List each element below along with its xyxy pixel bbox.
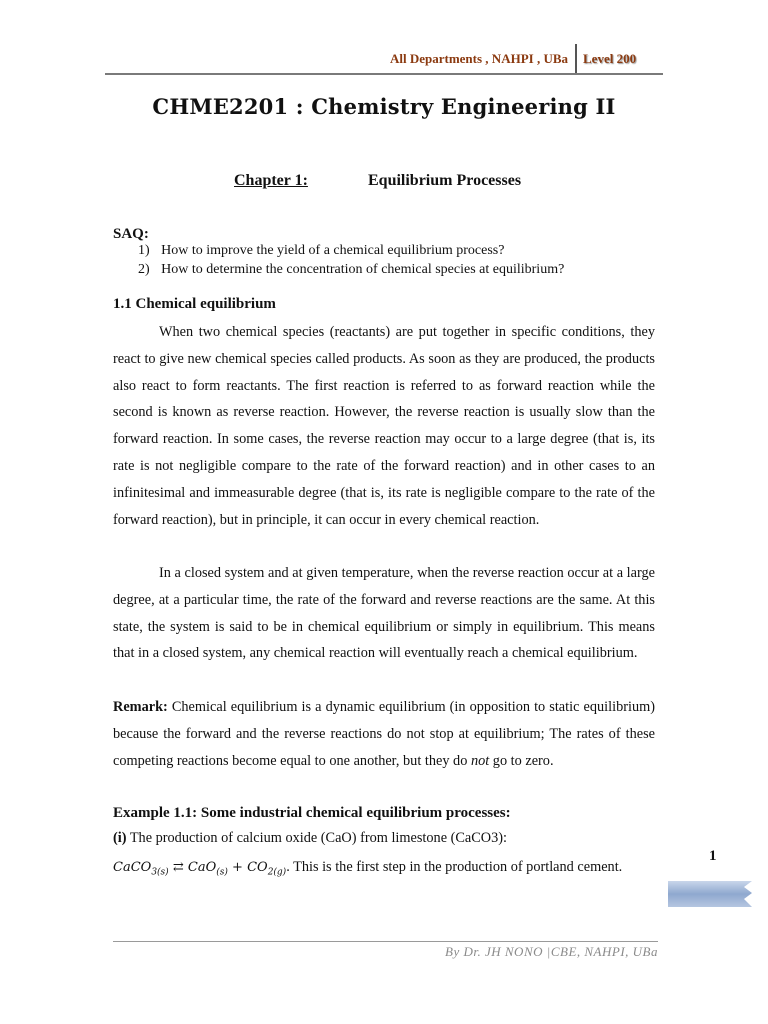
saq-item-number: 1) [138, 243, 150, 258]
header-separator [575, 44, 577, 74]
course-title: CHME2201 : Chemistry Engineering II [152, 94, 616, 119]
header-level: Level 200 [583, 51, 637, 66]
chapter-name: Equilibrium Processes [368, 172, 522, 189]
page-number: 1 [709, 848, 717, 864]
saq-label: SAQ: [113, 226, 149, 242]
paragraph: When two chemical species (reactants) are put together in specific conditions, they react to give new chemical species called products. As soon as they are produced, the products also react to form reactants. The first reaction is referred to as forward reaction while the second is known as reverse reaction. However, the reverse reaction is usually slow than the forward reaction. In some cases, the reverse reaction may occur to a large degree (that is, its rate is not negligible compare to the rate of the forward reaction) and in other cases to an infinitesimal and immeasurable degree (that is, its rate is negligible compare to the rate of the forward reaction), but in principle, it can occur in every chemical reaction. [113, 324, 655, 528]
saq-item [138, 262, 564, 278]
equation-caption: . This is the first step in the production of portland cement. [286, 859, 623, 875]
remark-text-end: go to zero. [489, 752, 554, 769]
equilibrium-arrow-icon: ⇄ [172, 860, 184, 875]
remark-label: Remark: [113, 699, 168, 715]
footer-rule [113, 941, 658, 942]
equation-line [113, 859, 622, 878]
example-heading: Example 1.1: Some industrial chemical equilibrium processes: [113, 805, 511, 821]
chapter-label: Chapter 1: [234, 172, 308, 189]
remark-emphasis: not [470, 752, 490, 769]
example-item-text: The production of calcium oxide (CaO) from limestone (CaCO3): [126, 830, 507, 846]
saq-item [138, 243, 504, 259]
footer-author: By Dr. JH NONO |CBE, NAHPI, UBa [445, 944, 658, 959]
ribbon-decoration-icon [668, 877, 758, 911]
paragraph: In a closed system and at given temperature, when the reverse reaction occur at a large degree, at a particular time, the rate of the forward and reverse reactions are the same. At this state, the system is said to be in chemical equilibrium or simply in equilibrium. This means that in a closed system, any chemical reaction will eventually reach a chemical equilibrium. [113, 565, 655, 662]
example-item [113, 830, 507, 847]
header-rule [105, 73, 663, 75]
header-departments: All Departments , NAHPI , UBa [389, 51, 568, 66]
saq-item-text: How to improve the yield of a chemical equilibrium process? [161, 243, 505, 258]
example-item-label: (i) [113, 830, 127, 846]
saq-item-text: How to determine the concentration of chemical species at equilibrium? [161, 262, 565, 277]
section-heading: 1.1 Chemical equilibrium [113, 296, 276, 312]
saq-item-number: 2) [138, 262, 150, 277]
remark-paragraph [113, 694, 655, 774]
chemical-equation: CaCO$_{3(s)}$ ⇄ $CaO_{(s)} + CO_{2(g)}$ [113, 860, 287, 878]
remark-text: Chemical equilibrium is a dynamic equilibrium (in opposition to static equilibrium) because the forward and the reverse reactions do not stop at equilibrium; The rates of these competing reactions become equal to one another, but they do [113, 699, 655, 769]
